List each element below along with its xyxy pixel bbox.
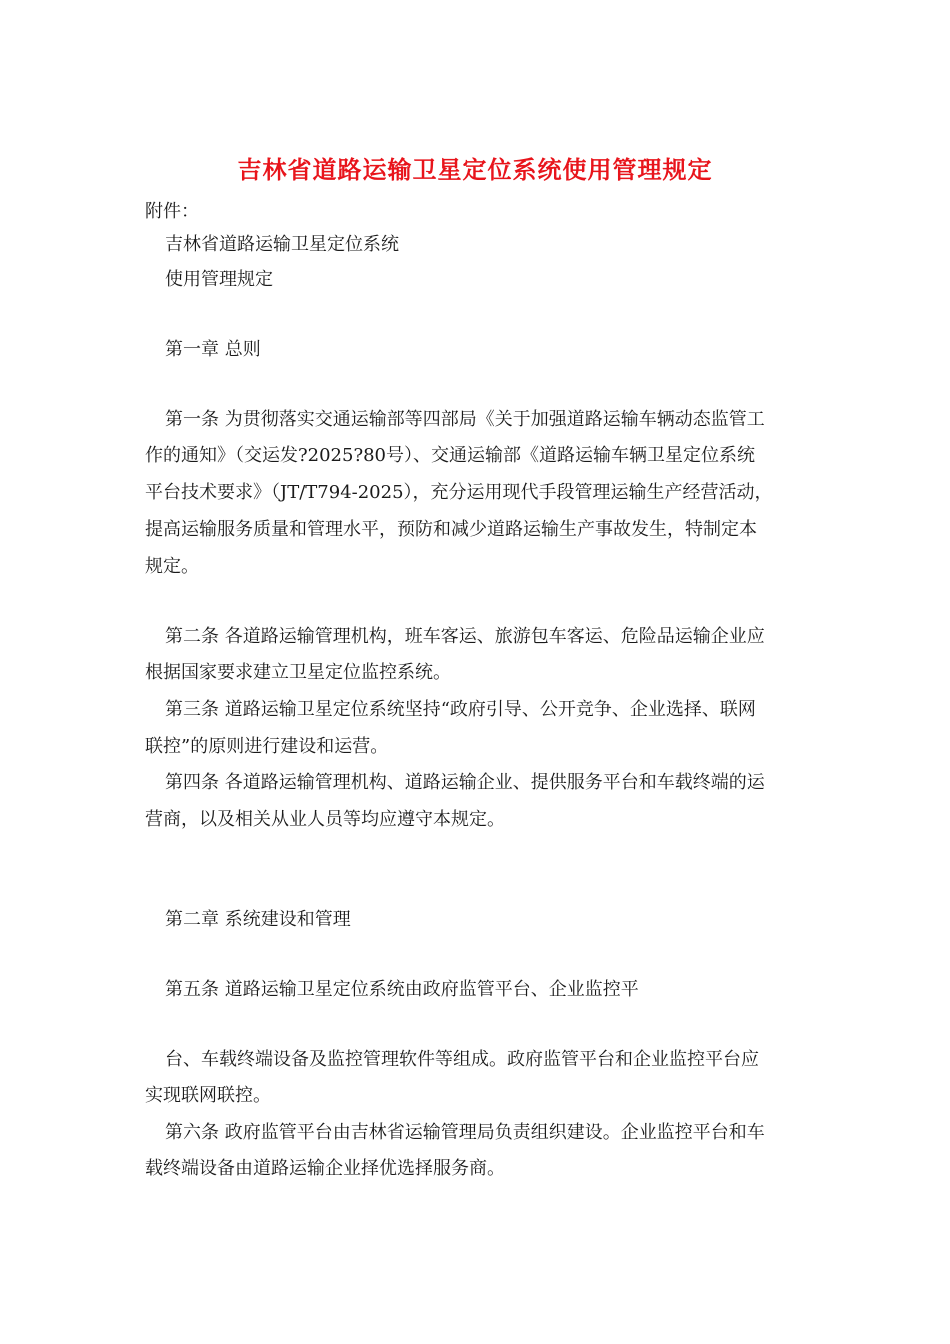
article-2-line: 根据国家要求建立卫星定位监控系统。 bbox=[145, 662, 451, 683]
article-4-line: 营商，以及相关从业人员等均应遵守本规定。 bbox=[145, 809, 505, 830]
chapter-2-heading: 第二章 系统建设和管理 bbox=[165, 909, 351, 930]
article-5-line: 第五条 道路运输卫星定位系统由政府监管平台、企业监控平 bbox=[165, 979, 639, 1000]
article-5-line: 台、车载终端设备及监控管理软件等组成。政府监管平台和企业监控平台应 bbox=[165, 1049, 759, 1070]
article-1-line: 提高运输服务质量和管理水平，预防和减少道路运输生产事故发生，特制定本 bbox=[145, 519, 757, 540]
article-6-line: 载终端设备由道路运输企业择优选择服务商。 bbox=[145, 1158, 505, 1179]
article-4-line: 第四条 各道路运输管理机构、道路运输企业、提供服务平台和车载终端的运 bbox=[165, 772, 765, 793]
article-5-line: 实现联网联控。 bbox=[145, 1085, 271, 1106]
article-2-line: 第二条 各道路运输管理机构，班车客运、旅游包车客运、危险品运输企业应 bbox=[165, 626, 765, 647]
article-3-line: 联控”的原则进行建设和运营。 bbox=[145, 736, 389, 757]
article-6-line: 第六条 政府监管平台由吉林省运输管理局负责组织建设。企业监控平台和车 bbox=[165, 1122, 765, 1143]
article-3-line: 第三条 道路运输卫星定位系统坚持“政府引导、公开竞争、企业选择、联网 bbox=[165, 699, 756, 720]
subtitle-line-2: 使用管理规定 bbox=[165, 269, 273, 290]
subtitle-line-1: 吉林省道路运输卫星定位系统 bbox=[165, 234, 399, 255]
attachment-label: 附件： bbox=[145, 201, 199, 222]
article-1-line: 作的通知》（交运发?2025?80号）、交通运输部《道路运输车辆卫星定位系统 bbox=[145, 445, 756, 466]
chapter-1-heading: 第一章 总则 bbox=[165, 339, 261, 360]
article-1-line: 平台技术要求》（JT/T794-2025），充分运用现代手段管理运输生产经营活动， bbox=[145, 482, 773, 503]
document-title: 吉林省道路运输卫星定位系统使用管理规定 bbox=[237, 155, 713, 184]
article-1-line: 第一条 为贯彻落实交通运输部等四部局《关于加强道路运输车辆动态监管工 bbox=[165, 409, 765, 430]
article-1-line: 规定。 bbox=[145, 556, 199, 577]
